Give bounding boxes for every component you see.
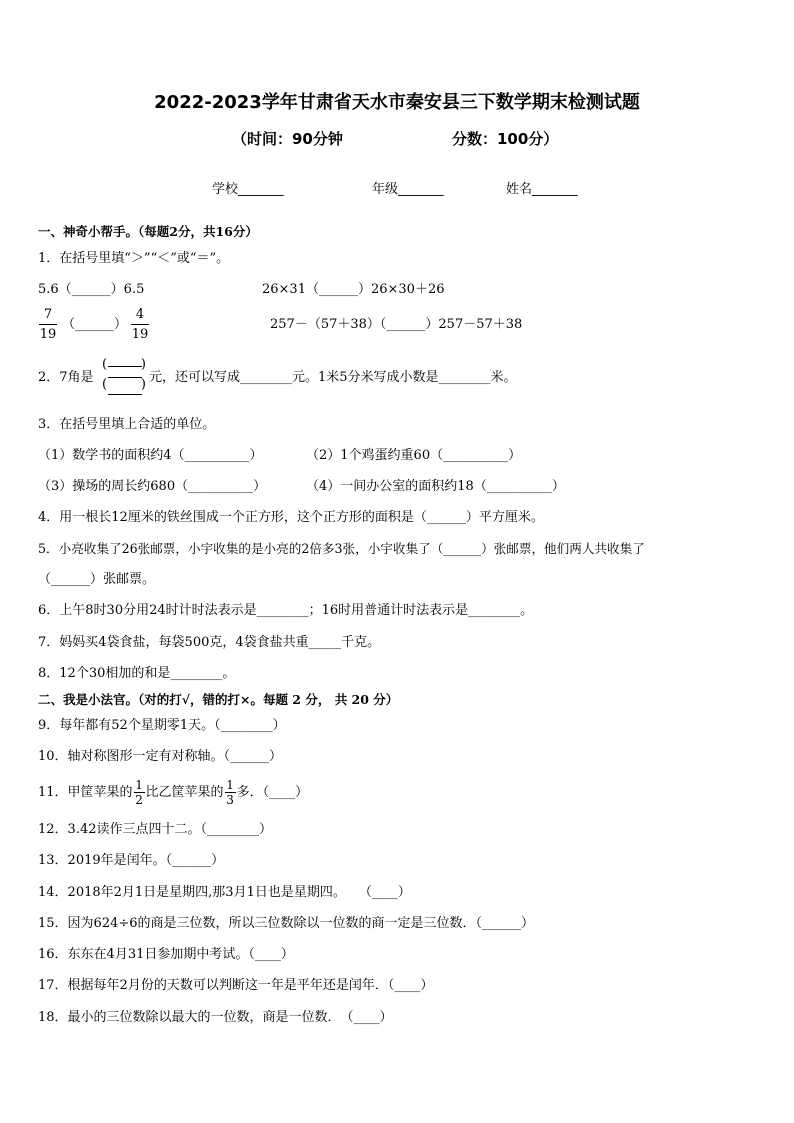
q13: 13．2019年是闰年。（______） bbox=[38, 853, 225, 868]
denominator: 3 bbox=[226, 793, 234, 807]
q3-stem: 3．在括号里填上合适的单位。 bbox=[38, 417, 216, 432]
q14: 14．2018年2月1日是星期四,那3月1日也是星期四。 （____） bbox=[38, 885, 411, 900]
denominator: 2 bbox=[135, 793, 143, 807]
q1-fraction-left bbox=[38, 306, 58, 343]
exam-title: 2022-2023学年甘肃省天水市秦安县三下数学期末检测试题 bbox=[154, 92, 640, 113]
q3-part2: （2）1个鸡蛋约重60（__________） bbox=[306, 448, 522, 463]
q11-fraction-2 bbox=[225, 778, 236, 807]
section1-header: 一、神奇小帮手。（每题2分，共16分） bbox=[38, 224, 258, 239]
paren-close: ) bbox=[140, 377, 146, 392]
q2-prefix: 2．7角是 bbox=[38, 370, 94, 385]
q11-prefix: 11．甲筐苹果的 bbox=[38, 785, 133, 800]
q1-part-a: 5.6（______）6.5 bbox=[38, 282, 145, 297]
numerator: 4 bbox=[135, 307, 145, 322]
q5-line2: （______）张邮票。 bbox=[38, 572, 156, 587]
q1-part-c-blank: （______） bbox=[62, 317, 128, 332]
paren-close: ) bbox=[140, 357, 146, 372]
name-field: 姓名_______ bbox=[506, 182, 578, 197]
q10: 10．轴对称图形一定有对称轴。（______） bbox=[38, 749, 283, 764]
section2-header: 二、我是小法官。（对的打√，错的打×。每题 2 分， 共 20 分） bbox=[38, 692, 399, 707]
q3-part1: （1）数学书的面积约4（__________） bbox=[38, 448, 263, 463]
q3-part3: （3）操场的周长约680（__________） bbox=[38, 479, 267, 494]
q1-fraction-right bbox=[130, 306, 150, 343]
q1-part-b: 26×31（______）26×30＋26 bbox=[262, 282, 445, 297]
q5-line1: 5．小亮收集了26张邮票，小宇收集的是小亮的2倍多3张，小宇收集了（______）张邮票，他们两人共收集了 bbox=[38, 541, 645, 556]
q1-stem: 1．在括号里填“＞”“＜”或“＝”。 bbox=[38, 251, 230, 266]
denominator: 19 bbox=[39, 327, 57, 342]
time-limit: （时间：90分钟 bbox=[232, 130, 343, 148]
q9: 9．每年都有52个星期零1天。（________） bbox=[38, 718, 286, 733]
paren-open: ( bbox=[102, 357, 108, 372]
q18: 18．最小的三位数除以最大的一位数，商是一位数． （____） bbox=[38, 1010, 393, 1025]
grade-field: 年级_______ bbox=[372, 182, 444, 197]
total-score: 分数：100分） bbox=[452, 130, 559, 148]
q8: 8．12个30相加的和是________。 bbox=[38, 666, 236, 681]
q6: 6．上午8时30分用24时计时法表示是________；16时用普通计时法表示是________。 bbox=[38, 603, 534, 618]
q3-part4: （4）一间办公室的面积约18（__________） bbox=[306, 479, 565, 494]
paren-open: ( bbox=[102, 377, 108, 392]
denominator: 19 bbox=[131, 327, 149, 342]
numerator: 1 bbox=[226, 778, 234, 792]
numerator: 7 bbox=[43, 307, 53, 322]
q17: 17．根据每年2月份的天数可以判断这一年是平年还是闰年．（____） bbox=[38, 978, 434, 993]
q11-fraction-1 bbox=[134, 778, 145, 807]
q15: 15．因为624÷6的商是三位数，所以三位数除以一位数的商一定是三位数．（______） bbox=[38, 916, 535, 931]
q1-part-d: 257－（57＋38）（______）257－57＋38 bbox=[270, 317, 523, 332]
q4: 4．用一根长12厘米的铁丝围成一个正方形，这个正方形的面积是（______）平方厘米。 bbox=[38, 510, 544, 525]
q11-suffix: 多．（____） bbox=[236, 785, 309, 800]
school-field: 学校_______ bbox=[212, 182, 284, 197]
q11-mid: 比乙筐苹果的 bbox=[145, 785, 224, 800]
q16: 16．东东在4月31日参加期中考试。（____） bbox=[38, 947, 294, 962]
numerator: 1 bbox=[135, 778, 143, 792]
q2-suffix: 元，还可以写成________元。1米5分米写成小数是________米。 bbox=[149, 370, 517, 385]
q12: 12．3.42读作三点四十二。（________） bbox=[38, 822, 272, 837]
q11 bbox=[38, 776, 308, 810]
q2-blank-fraction bbox=[102, 355, 146, 399]
q7: 7．妈妈买4袋食盐，每袋500克，4袋食盐共重_____千克。 bbox=[38, 635, 381, 650]
